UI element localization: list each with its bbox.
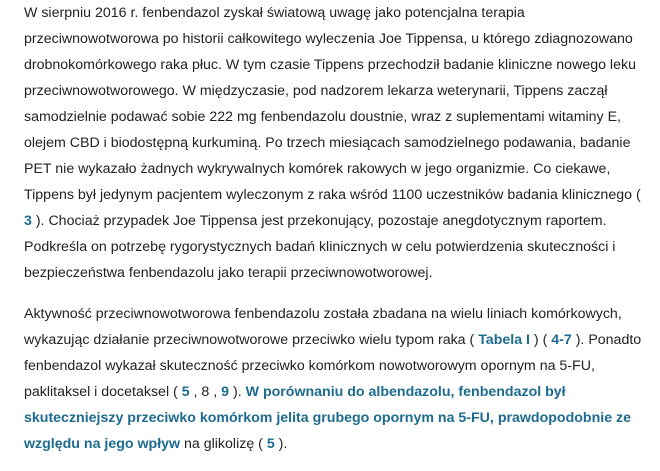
citation-link-5[interactable]: 5: [181, 384, 190, 400]
p2-line-4-text-c: ).: [229, 384, 246, 400]
p2-line-2-text-a: wykazując działanie przeciwnowotworowe przeciwko wielu typom raka (: [24, 332, 479, 348]
citation-link-5-second[interactable]: 5: [266, 436, 275, 452]
p1-line-11: bezpieczeństwa fenbendazolu jako terapii przeciwnowotworowej.: [24, 265, 433, 281]
citation-link-3[interactable]: 3: [24, 213, 32, 229]
p1-line-2: przeciwnowotworowa po historii całkowitego wyleczenia Joe Tippensa, u którego zdiagnozowano: [24, 31, 633, 47]
p1-line-5: samodzielnie podawać sobie 222 mg fenbendazolu doustnie, wraz z suplementami witaminy E,: [24, 109, 621, 125]
p1-line-7: PET nie wykazało żadnych wykrywalnych komórek rakowych w jego organizmie. Co ciekawe,: [24, 161, 611, 177]
p2-line-1: Aktywność przeciwnowotworowa fenbendazolu została zbadana na wielu liniach komórkowych,: [24, 306, 622, 322]
p2-line-6-text-a: na glikolizę (: [180, 436, 267, 452]
p1-line-6: olejem CBD i biodostępną kurkuminą. Po trzech miesiącach samodzielnego podawania, badanie: [24, 135, 631, 151]
p2-line-3: fenbendazol wykazał skuteczność przeciwko komórkom nowotworowym opornym na 5-FU,: [24, 358, 595, 374]
p2-line-2-text-b: ) (: [529, 332, 552, 348]
citation-link-9[interactable]: 9: [221, 384, 230, 400]
highlighted-sentence-part-2: skuteczniejszy przeciwko komórkom jelita grubego opornym na 5-FU, prawdopodobnie ze: [24, 410, 632, 426]
p2-line-4-text-b: , 8 ,: [189, 384, 222, 400]
p2-line-5: [24, 405, 631, 431]
p1-line-10: Podkreśla on potrzebę rygorystycznych badań klinicznych w celu potwierdzenia skuteczności i: [24, 239, 616, 255]
p2-line-6: [24, 431, 287, 457]
citation-link-4-7[interactable]: 4-7: [551, 332, 572, 348]
p1-line-1: W sierpniu 2016 r. fenbendazol zyskał światową uwagę jako potencjalna terapia: [24, 5, 525, 21]
table-1-link[interactable]: Tabela I: [478, 332, 530, 348]
p2-line-6-text-b: ).: [274, 436, 288, 452]
p1-line-9-text: ). Chociaż przypadek Joe Tippensa jest przekonujący, pozostaje anegdotycznym raportem.: [31, 213, 607, 229]
highlighted-sentence-part-1: W porównaniu do albendazolu, fenbendazol był: [245, 384, 566, 400]
p2-line-4-text-a: paklitaksel i docetaksel (: [24, 384, 182, 400]
p1-line-8: Tippens był jedynym pacjentem wyleczonym z raka wśród 1100 uczestników badania klinicznego (: [24, 187, 641, 203]
p2-line-2-text-c: ). Ponadto: [571, 332, 642, 348]
highlighted-sentence-part-3: względu na jego wpływ: [24, 436, 181, 452]
p2-line-2: [24, 327, 641, 353]
p1-line-3: drobnokomórkowego raka płuc. W tym czasie Tippens przechodził badanie kliniczne nowego leku: [24, 57, 636, 73]
p1-line-9: [24, 208, 607, 234]
p2-line-4: [24, 379, 566, 405]
p1-line-4: przeciwnowotworowego. W międzyczasie, pod nadzorem lekarza weterynarii, Tippens zaczął: [24, 83, 608, 99]
